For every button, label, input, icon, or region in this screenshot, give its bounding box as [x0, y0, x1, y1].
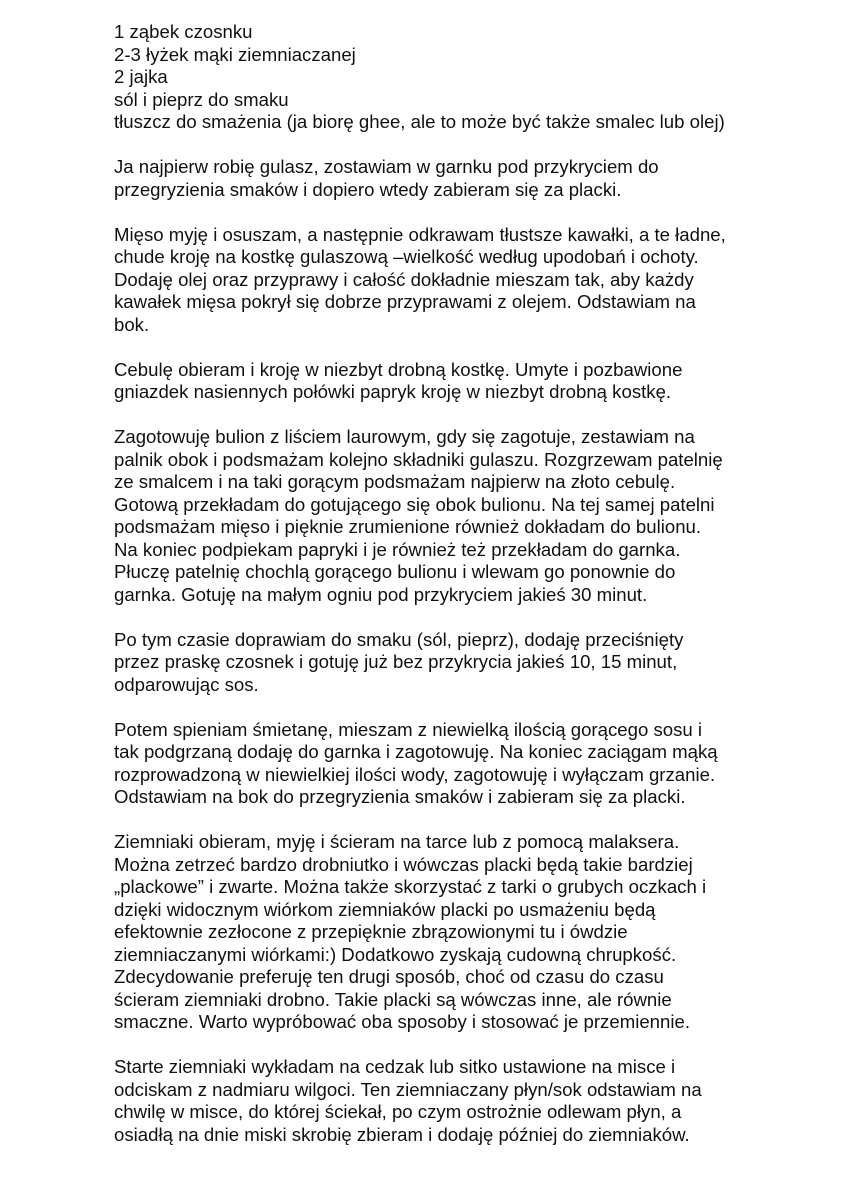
text-line: osiadłą na dnie miski skrobię zbieram i dodaję później do ziemniaków. [114, 1123, 690, 1145]
text-line: dzięki widocznym wiórkom ziemniaków placki po usmażeniu będą [114, 898, 656, 920]
text-line: tak podgrzaną dodaję do garnka i zagotowuję. Na koniec zaciągam mąką [114, 741, 718, 762]
text-line: palnik obok i podsmażam kolejno składniki gulaszu. Rozgrzewam patelnię [114, 448, 723, 470]
text-line: odciskam z nadmiaru wilgoci. Ten ziemniaczany płyn/sok odstawiam na [114, 1078, 702, 1100]
text-line: przez praskę czosnek i gotuję już bez przykrycia jakieś 10, 15 minut, [114, 651, 678, 672]
text-line: ziemniaczanymi wiórkami:) Dodatkowo zyskają cudowną chrupkość. [114, 943, 677, 965]
text-line: Ja najpierw robię gulasz, zostawiam w garnku pod przykryciem do [114, 156, 659, 177]
text-line: tłuszcz do smażenia (ja biorę ghee, ale to może być także smalec lub olej) [114, 111, 725, 132]
recipe-text [114, 21, 834, 1146]
paragraph [114, 426, 834, 606]
paragraph [114, 629, 834, 697]
text-line: Zdecydowanie preferuję ten drugi sposób, choć od czasu do czasu [114, 966, 664, 987]
text-line: Po tym czasie doprawiam do smaku (sól, pieprz), dodaję przeciśnięty [114, 628, 684, 650]
text-line: Potem spieniam śmietanę, mieszam z niewielką ilością gorącego sosu i [114, 718, 703, 740]
text-line: Gotową przekładam do gotującego się obok bulionu. Na tej samej patelni [114, 493, 715, 515]
paragraph [114, 831, 834, 1034]
text-line: sól i pieprz do smaku [114, 88, 289, 110]
text-line: Mięso myję i osuszam, a następnie odkrawam tłustsze kawałki, a te ładne, [114, 223, 726, 245]
text-line: Dodaję olej oraz przyprawy i całość dokładnie mieszam tak, aby każdy [114, 268, 694, 290]
text-line: chwilę w misce, do której ściekał, po czym ostrożnie odlewam płyn, a [114, 1101, 682, 1122]
text-line: bok. [114, 313, 150, 335]
text-line: Odstawiam na bok do przegryzienia smaków i zabieram się za placki. [114, 786, 686, 807]
text-line: gniazdek nasiennych połówki papryk kroję w niezbyt drobną kostkę. [114, 381, 672, 402]
text-line: podsmażam mięso i pięknie zrumienione również dokładam do bulionu. [114, 516, 702, 537]
text-line: ze smalcem i na taki gorącym podsmażam najpierw na złoto cebulę. [114, 471, 676, 492]
paragraph [114, 156, 834, 201]
text-line: Na koniec podpiekam papryki i je również też przekładam do garnka. [114, 538, 681, 560]
text-line: garnka. Gotuję na małym ogniu pod przykryciem jakieś 30 minut. [114, 583, 648, 605]
text-line: 2-3 łyżek mąki ziemniaczanej [114, 43, 356, 65]
paragraph [114, 224, 834, 337]
text-line: Można zetrzeć bardzo drobniutko i wówczas placki będą takie bardziej [114, 853, 693, 875]
text-line: chude kroję na kostkę gulaszową –wielkość według upodobań i ochoty. [114, 246, 699, 267]
text-line: Płuczę patelnię chochlą gorącego bulionu i wlewam go ponownie do [114, 561, 676, 582]
paragraph [114, 719, 834, 809]
text-line: Cebulę obieram i kroję w niezbyt drobną kostkę. Umyte i pozbawione [114, 358, 683, 380]
text-line: przegryzienia smaków i dopiero wtedy zabieram się za placki. [114, 178, 622, 200]
paragraph [114, 359, 834, 404]
text-line: „plackowe” i zwarte. Można także skorzystać z tarki o grubych oczkach i [114, 876, 707, 897]
text-line: Zagotowuję bulion z liściem laurowym, gdy się zagotuje, zestawiam na [114, 426, 695, 447]
text-line: kawałek mięsa pokrył się dobrze przyprawami z olejem. Odstawiam na [114, 291, 696, 312]
paragraph [114, 1056, 834, 1146]
text-line: smaczne. Warto wypróbować oba sposoby i stosować je przemiennie. [114, 1011, 690, 1032]
text-line: odparowując sos. [114, 673, 259, 695]
text-line: Ziemniaki obieram, myję i ścieram na tarce lub z pomocą malaksera. [114, 831, 680, 852]
text-line: ścieram ziemniaki drobno. Takie placki są wówczas inne, ale równie [114, 988, 672, 1010]
text-line: 1 ząbek czosnku [114, 21, 253, 42]
text-line: rozprowadzoną w niewielkiej ilości wody, zagotowuję i wyłączam grzanie. [114, 763, 716, 785]
text-line: efektownie zezłocone z przepięknie zbrązowionymi tu i ówdzie [114, 921, 628, 942]
text-line: 2 jajka [114, 66, 168, 87]
paragraph [114, 21, 834, 134]
text-line: Starte ziemniaki wykładam na cedzak lub sitko ustawione na misce i [114, 1056, 676, 1077]
